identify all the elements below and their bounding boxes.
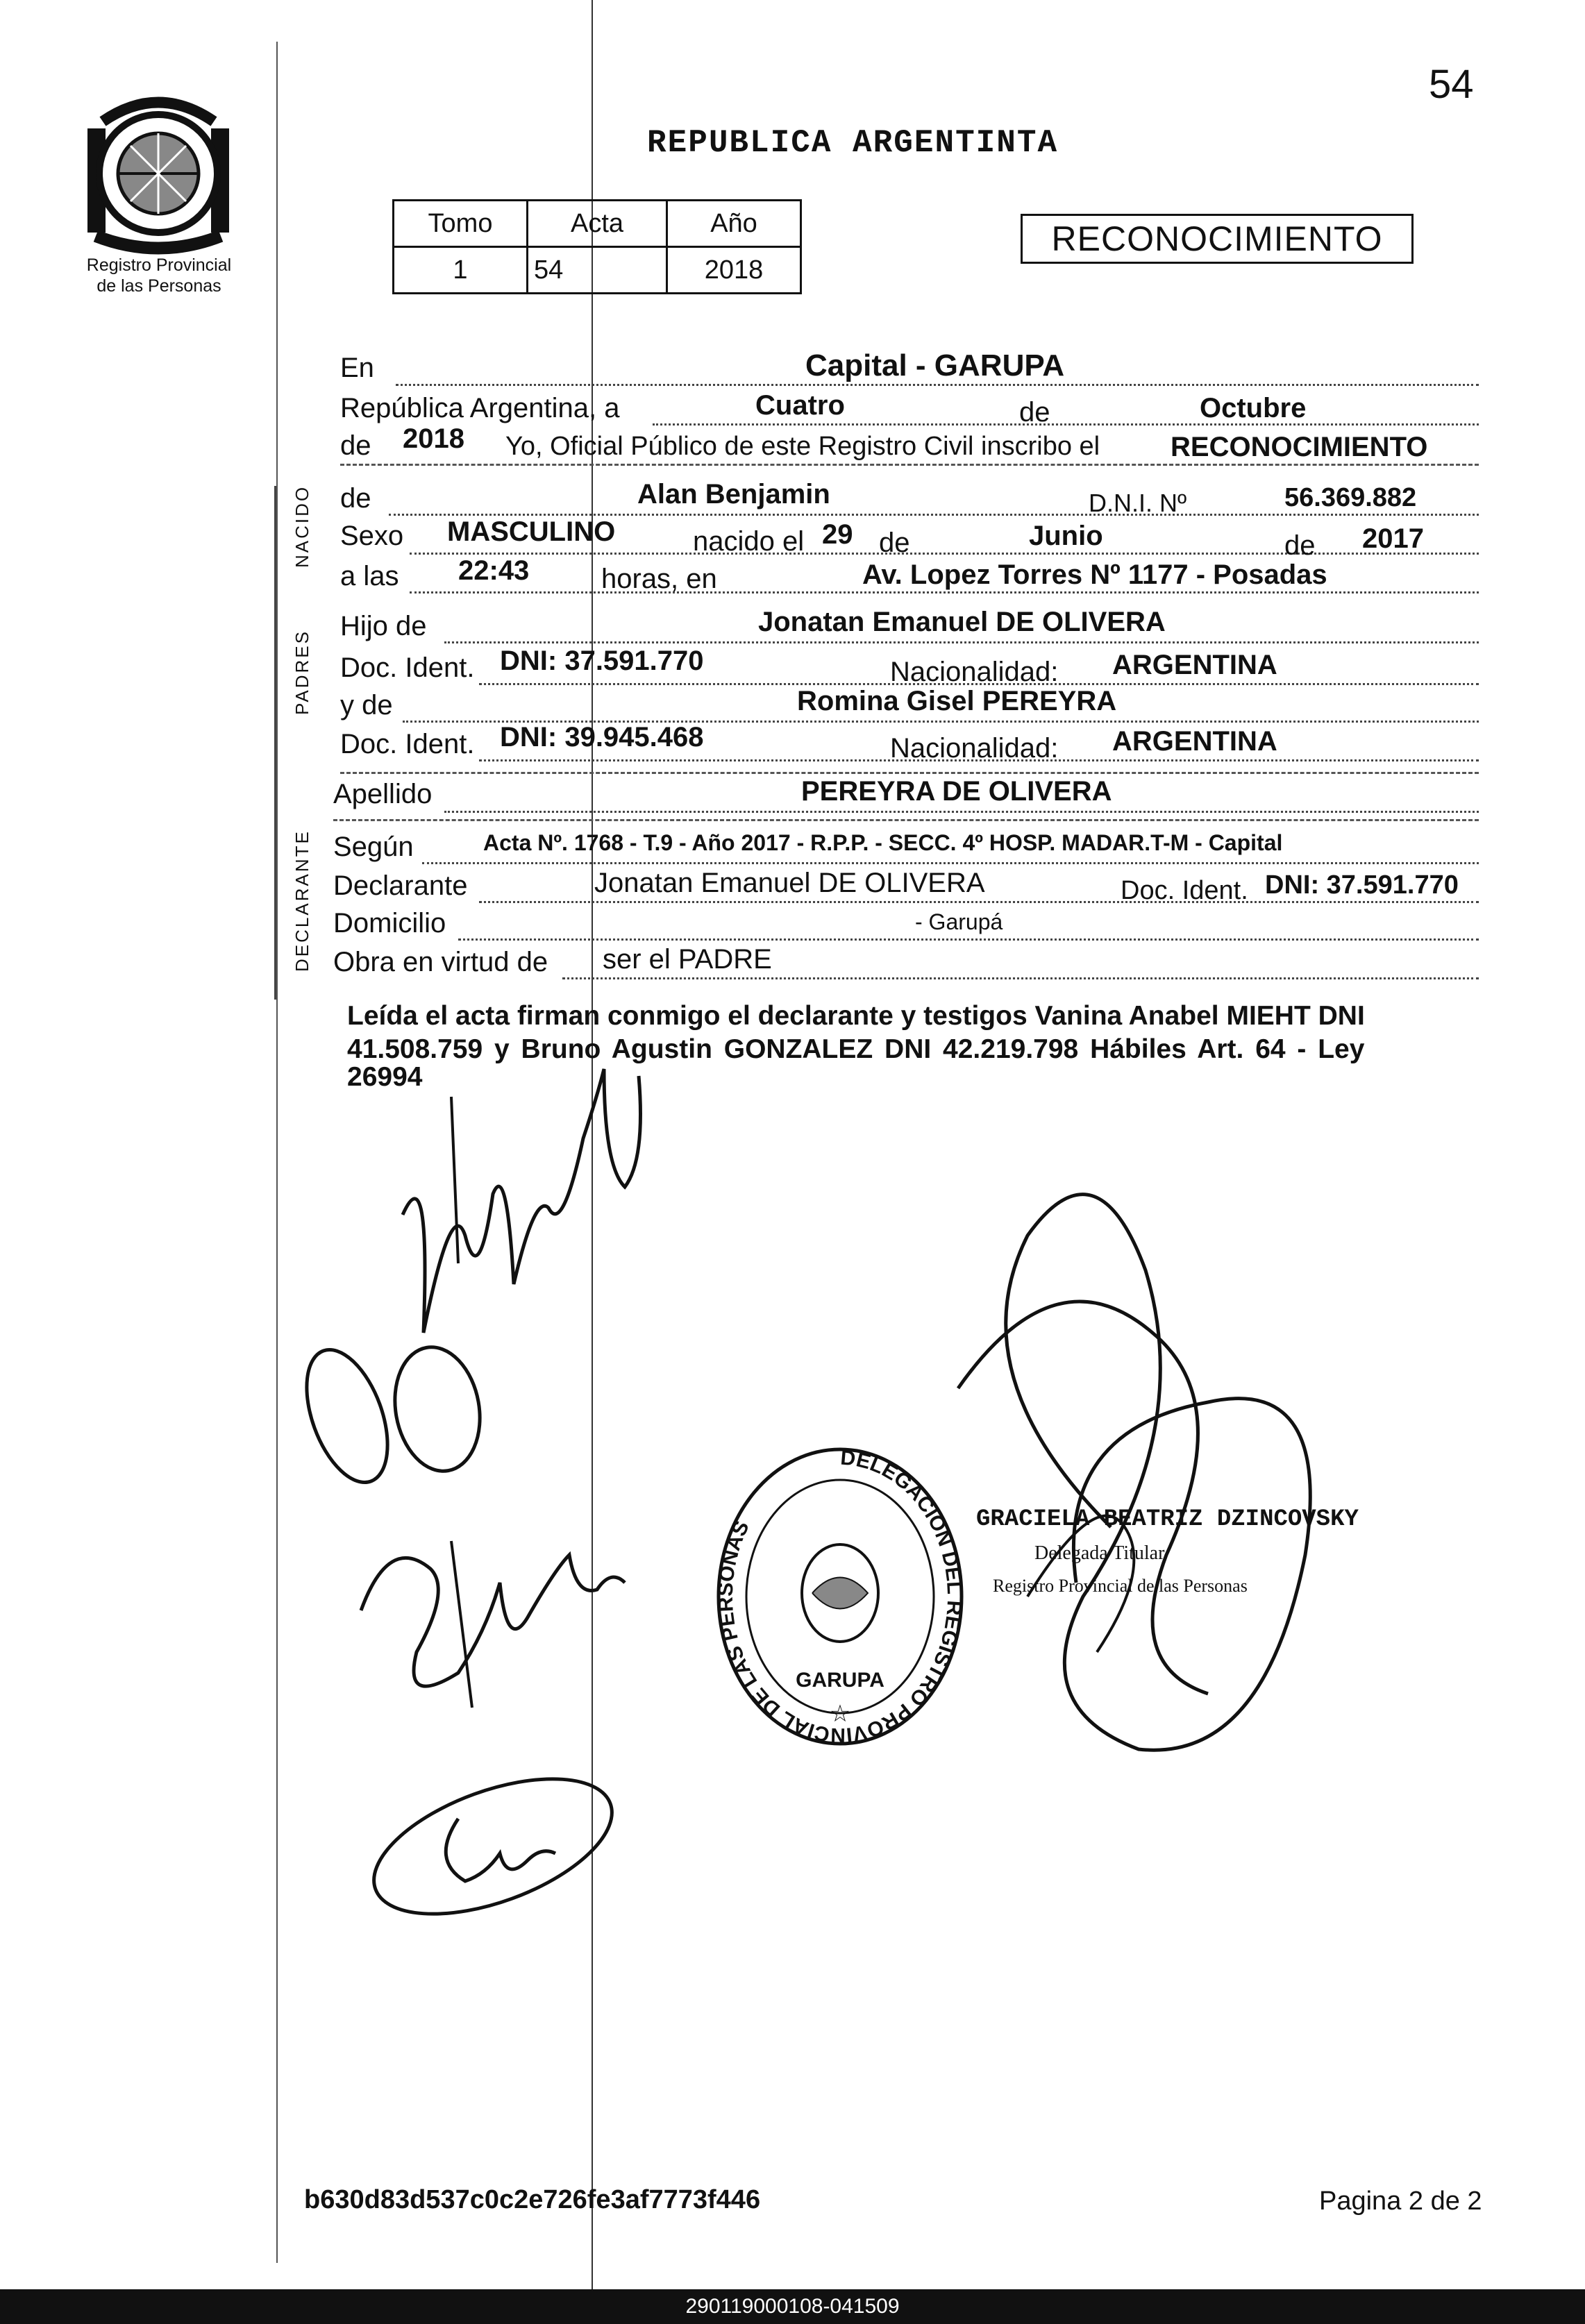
registry-name-line2: de las Personas: [97, 276, 221, 296]
padre-doc-value: DNI: 37.591.770: [500, 646, 704, 676]
acta-value-anio: 2018: [667, 247, 801, 294]
hijo-label: Hijo de: [340, 611, 427, 641]
hijo-dots: [444, 641, 1479, 643]
de-label-3: de: [340, 483, 371, 514]
obra-label: Obra en virtud de: [333, 947, 548, 977]
stamp-bottom-text: GARUPA: [796, 1669, 884, 1692]
declarante-dots: [479, 901, 1479, 903]
en-label: En: [340, 353, 374, 383]
barcode-bar: [0, 2289, 1585, 2324]
section-divider-2: [333, 819, 1479, 821]
section-divider-1: [340, 772, 1479, 774]
official-name: GRACIELA BEATRIZ DZINCOVSKY: [976, 1506, 1359, 1533]
acta-value-acta: 54: [528, 247, 667, 294]
official-registry: Registro Provincial de las Personas: [993, 1576, 1248, 1596]
inscribo-value: RECONOCIMIENTO: [1171, 432, 1428, 462]
de-label-4: de: [879, 528, 910, 558]
page-number: 54: [1429, 62, 1474, 107]
madre-value: Romina Gisel PEREYRA: [797, 686, 1117, 716]
sexo-label: Sexo: [340, 521, 404, 551]
acta-header-anio: Año: [667, 201, 801, 247]
dni-label: D.N.I. Nº: [1089, 489, 1187, 517]
left-margin-line: [276, 42, 278, 2263]
signature-witness-3: [361, 1763, 625, 1944]
apellido-value: PEREYRA DE OLIVERA: [801, 776, 1112, 807]
madre-nac-label: Nacionalidad:: [890, 733, 1059, 764]
stamp-star-icon: ☆: [829, 1701, 851, 1727]
de-label-2: de: [340, 430, 371, 461]
stamp-ring-text: DELEGACION DEL REGISTRO PROVINCIAL DE LAS PERSONAS: [714, 1446, 966, 1747]
signature-witness-1: [299, 1340, 521, 1506]
obra-dots: [562, 977, 1479, 979]
act-type-label: RECONOCIMIENTO: [1051, 219, 1383, 258]
signature-official: [916, 1166, 1347, 1777]
signature-witness-2: [347, 1513, 639, 1721]
madre-doc-value: DNI: 39.945.468: [500, 722, 704, 752]
nac-mes-value: Junio: [1029, 521, 1103, 551]
declarante-label: Declarante: [333, 870, 468, 901]
nacido-label: nacido el: [693, 526, 805, 557]
declarante-value: Jonatan Emanuel DE OLIVERA: [594, 868, 985, 898]
decl-doc-label: Doc. Ident.: [1121, 876, 1248, 905]
horas-label: horas, en: [601, 564, 717, 594]
hora-value: 22:43: [458, 555, 530, 586]
dni-value: 56.369.882: [1284, 483, 1417, 512]
segun-value: Acta Nº. 1768 - T.9 - Año 2017 - R.P.P. - SECC. 4º HOSP. MADAR.T-M - Capital: [483, 830, 1283, 855]
page-indicator: Pagina 2 de 2: [1319, 2187, 1482, 2216]
side-label-padres: PADRES: [292, 630, 312, 715]
madre-doc-label: Doc. Ident.: [340, 729, 475, 759]
lugar-value: Av. Lopez Torres Nº 1177 - Posadas: [862, 559, 1327, 590]
yo-underline: [340, 464, 1479, 466]
acta-header-tomo: Tomo: [394, 201, 528, 247]
closing-text-line2: 41.508.759 y Bruno Agustin GONZALEZ DNI 42.219.798 Hábiles Art. 64 - Ley: [347, 1034, 1365, 1064]
padre-doc-label: Doc. Ident.: [340, 652, 475, 683]
decl-doc-value: DNI: 37.591.770: [1265, 870, 1459, 900]
padre-nac-label: Nacionalidad:: [890, 657, 1059, 687]
side-label-declarante: DECLARANTE: [292, 830, 312, 972]
closing-text-line3: 26994: [347, 1062, 423, 1092]
madre-nac-value: ARGENTINA: [1112, 726, 1277, 757]
anio-value: 2018: [403, 423, 464, 454]
closing-text-line1: Leída el acta firman conmigo el declarante y testigos Vanina Anabel MIEHT DNI: [347, 1001, 1365, 1031]
province-seal-logo: [75, 87, 242, 260]
document-title: REPUBLICA ARGENTINTA: [647, 125, 1059, 161]
side-label-nacido: NACIDO: [292, 485, 312, 568]
document-hash: b630d83d537c0c2e726fe3af7773f446: [304, 2185, 761, 2214]
alas-dots: [410, 591, 1479, 593]
sexo-dots: [410, 553, 1479, 555]
nombre-dots: [389, 514, 1479, 516]
apellido-dots: [444, 811, 1479, 813]
yde-label: y de: [340, 690, 393, 721]
nombre-value: Alan Benjamin: [637, 479, 830, 510]
acta-table: [392, 199, 802, 294]
domicilio-value: - Garupá: [915, 909, 1003, 934]
side-divider: [274, 486, 276, 1000]
domicilio-dots: [458, 938, 1479, 941]
barcode-text: 290119000108-041509: [685, 2295, 900, 2318]
segun-dots: [422, 862, 1479, 864]
republica-dots: [653, 423, 1479, 426]
acta-value-tomo: 1: [394, 247, 528, 294]
segun-label: Según: [333, 832, 414, 862]
acta-header-acta: Acta: [528, 201, 667, 247]
registry-name-line1: Registro Provincial: [86, 255, 232, 275]
de-label-1: de: [1019, 397, 1050, 428]
signature-declarante: [375, 1055, 736, 1347]
obra-value: ser el PADRE: [603, 944, 772, 975]
nac-dia-value: 29: [822, 519, 853, 550]
en-value: Capital - GARUPA: [805, 348, 1065, 382]
act-type-box: [1021, 214, 1414, 264]
alas-label: a las: [340, 561, 399, 591]
apellido-label: Apellido: [333, 779, 433, 809]
en-dots: [396, 384, 1479, 386]
registry-round-stamp: [708, 1437, 972, 1756]
padre-value: Jonatan Emanuel DE OLIVERA: [758, 607, 1166, 637]
nac-anio-value: 2017: [1362, 523, 1424, 554]
padre-nac-value: ARGENTINA: [1112, 650, 1277, 680]
dia-value: Cuatro: [755, 390, 845, 421]
de-label-5: de: [1284, 530, 1316, 561]
republica-label: República Argentina, a: [340, 393, 620, 423]
official-title: Delegada Titular: [1034, 1542, 1165, 1564]
mes-value: Octubre: [1200, 393, 1307, 423]
sexo-value: MASCULINO: [447, 516, 616, 547]
yo-text: Yo, Oficial Público de este Registro Civil inscribo el: [505, 432, 1100, 461]
domicilio-label: Domicilio: [333, 908, 446, 938]
